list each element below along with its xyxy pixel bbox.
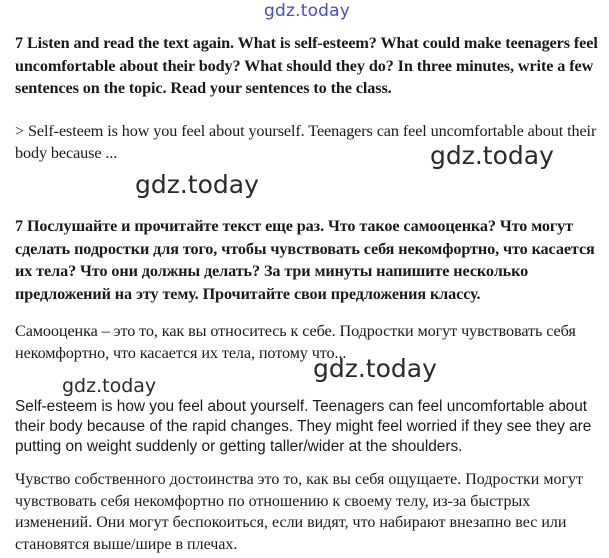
watermark-top: gdz.today (264, 1, 351, 21)
hint-english: > Self-esteem is how you feel about yourself. Teenagers can feel uncomfortable about their body because ... (15, 122, 597, 162)
watermark-lower-left: gdz.today (62, 375, 157, 397)
watermark-lower-right: gdz.today (313, 354, 437, 383)
answer-english: Self-esteem is how you feel about yourself. Teenagers can feel uncomfortable about their body because of the rapid changes. They might feel worried if they see they are putting on weight suddenly or getting taller/wider at the shoulders. (15, 398, 592, 455)
watermark-mid-left: gdz.today (135, 170, 259, 199)
hint-russian: Самооценка – это то, как вы относитесь к себе. Подростки могут чувствовать себя некомфортно, что касается их тела, потому что... (15, 322, 576, 362)
task-english: 7 Listen and read the text again. What is self-esteem? What could make teenagers feel uncomfortable about their body? What should they do? In three minutes, write a few sentences on the topic. Read your sentences to the class. (15, 34, 598, 98)
watermark-mid-right: gdz.today (430, 141, 554, 170)
answer-russian: Чувство собственного достоинства это то, как вы себя ощущаете. Подростки могут чувствовать себя некомфортно по отношению к своему телу, из-за быстрых изменений. Они могут беспокоиться, если видят, что набирают внезапно вес или становятся выше/шире в плечах. (15, 471, 583, 553)
task-russian: 7 Послушайте и прочитайте текст еще раз. Что такое самооценка? Что могут сделать подростки для того, чтобы чувствовать себя некомфортно, что касается их тела? Что они должны делать? За три минуты напишите несколько предложений на эту тему. Прочитайте свои предложения классу. (15, 217, 595, 303)
